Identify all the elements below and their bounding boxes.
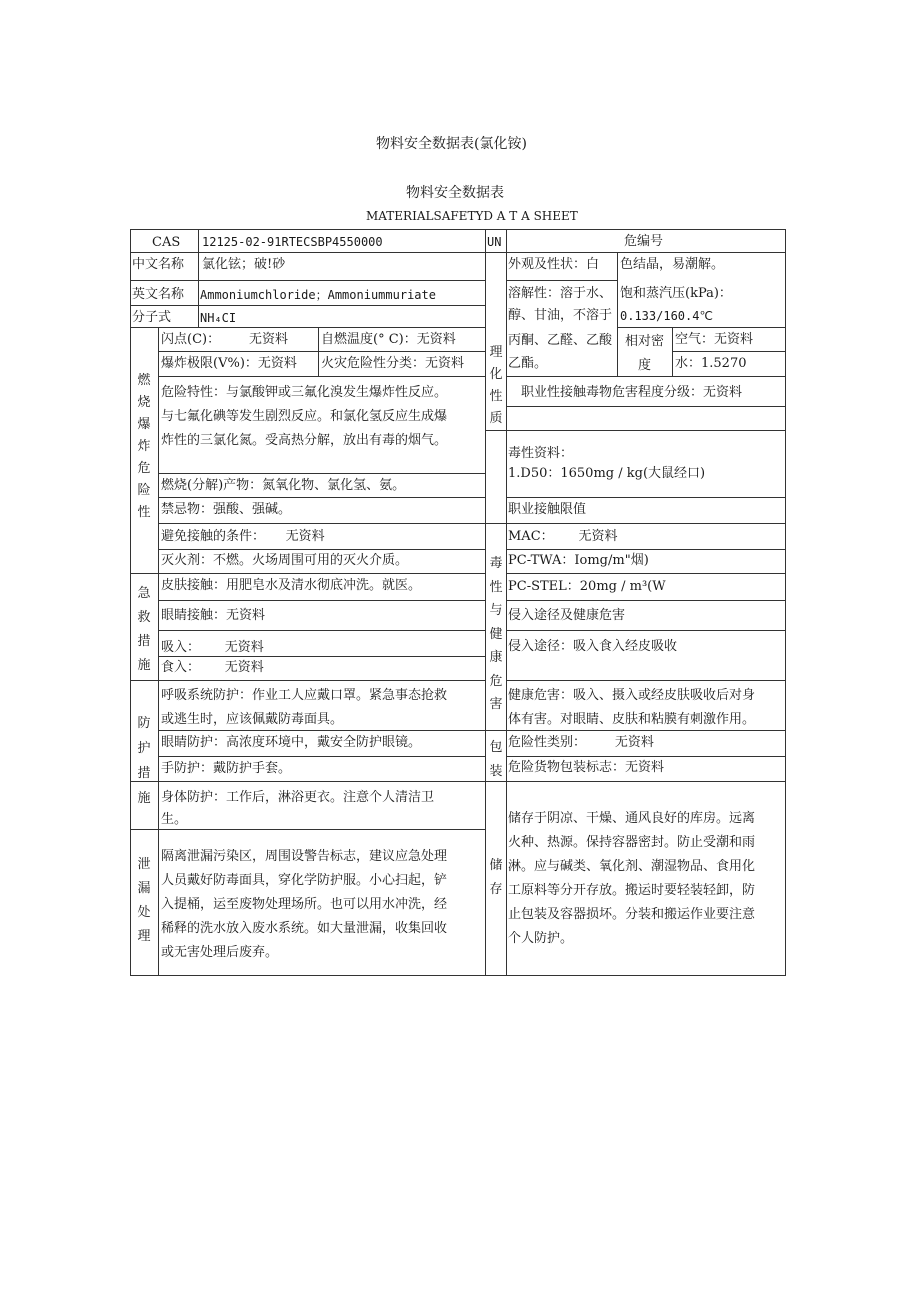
route-health-heading: 侵入途径及健康危害 <box>508 608 626 623</box>
table-title-en: MATERIALSAFETYD A T A SHEET <box>366 209 578 223</box>
eye-contact: 眼睛接触：无资料 <box>161 608 266 623</box>
cn-name-value: 氯化铉；破!砂 <box>202 257 286 272</box>
body-protection-2: 生。 <box>161 812 188 827</box>
divider-v1 <box>198 229 199 327</box>
density-air: 空气：无资料 <box>675 332 754 347</box>
row-line <box>506 376 786 377</box>
toxicity-section-label: 毒性与健康危害 <box>489 556 503 712</box>
forbidden-substances: 禁忌物：强酸、强碱。 <box>161 502 292 517</box>
storage-line-4: 工原料等分开存放。搬运时要轻装轻卸，防 <box>508 883 756 898</box>
cn-name-label: 中文名称 <box>132 257 185 272</box>
ld50: 1.D50：1650mg / kg(大鼠经口) <box>508 466 706 481</box>
vapor-pressure-label: 饱和蒸汽压(kPa)： <box>620 286 732 301</box>
solubility-3: 丙酮、乙醛、乙酸 <box>508 333 613 348</box>
storage-section-label: 储存 <box>489 858 503 897</box>
divider-v-center2 <box>506 229 507 976</box>
row-line <box>130 680 486 681</box>
cas-label: CAS <box>152 235 181 250</box>
row-line <box>158 376 486 377</box>
row-line <box>506 573 786 574</box>
combustion-products: 燃烧(分解)产物：氮氧化物、氯化氢、氨。 <box>161 478 406 493</box>
row-line <box>672 351 786 352</box>
fire-section-label: 燃烧爆炸危险性 <box>137 373 151 520</box>
storage-line-1: 储存于阴凉、干燥、通风良好的库房。远离 <box>508 811 756 826</box>
pc-stel: PC-STEL：20mg / m³(W <box>508 579 666 594</box>
occupational-grade: 职业性接触毒物危害程度分级：无资料 <box>521 385 743 400</box>
border-left <box>130 229 131 976</box>
row-line <box>506 630 786 631</box>
storage-line-6: 个人防护。 <box>508 931 574 946</box>
row-line <box>130 573 486 574</box>
row-line <box>130 829 486 830</box>
row-line <box>617 327 786 328</box>
row-line <box>486 781 786 782</box>
row-line <box>158 549 486 550</box>
un-label: UN <box>487 235 502 249</box>
border-top <box>130 229 786 230</box>
first-aid-section-label: 急救措施 <box>137 586 151 673</box>
avoid-conditions: 避免接触的条件： 无资料 <box>161 529 325 544</box>
divider-v-label-left <box>158 327 159 976</box>
ingestion: 食入： 无资料 <box>161 660 264 675</box>
health-hazard-2: 体有害。对眼睛、皮肤和粘膜有刺激作用。 <box>508 712 756 727</box>
row-line <box>506 600 786 601</box>
solubility-2: 醇、甘油，不溶于 <box>508 308 613 323</box>
skin-contact: 皮肤接触：用肥皂水及清水彻底冲洗。就医。 <box>161 578 422 593</box>
row-line <box>486 730 786 731</box>
row-line <box>158 730 486 731</box>
row-line <box>158 523 486 524</box>
fire-hazard-class: 火灾危险性分类：无资料 <box>321 356 465 371</box>
protection-section-label: 防护措施 <box>137 716 151 806</box>
packaging-mark: 危险货物包装标志：无资料 <box>508 760 665 775</box>
extinguishing-agent: 灭火剂：不燃。火场周围可用的灭火介质。 <box>161 553 409 568</box>
en-name-value: Ammoniumchloride；Ammoniummuriate <box>200 288 436 302</box>
appearance-b: 色结晶，易潮解。 <box>620 257 725 272</box>
leak-line-2: 人员戴好防毒面具，穿化学防护服。小心扫起，铲 <box>161 873 448 888</box>
storage-line-2: 火种、热源。保持容器密封。防止受潮和雨 <box>508 835 756 850</box>
danger-number-label: 危编号 <box>624 234 664 249</box>
formula-value: NH₄CI <box>200 311 237 325</box>
row-line <box>506 549 786 550</box>
row-line <box>486 252 786 253</box>
row-line <box>158 756 486 757</box>
storage-line-3: 淋。应与碱类、氧化剂、潮湿物品、食用化 <box>508 859 756 874</box>
vapor-pressure-value: 0.133/160.4℃ <box>620 309 713 323</box>
row-line <box>158 497 486 498</box>
row-line <box>158 600 486 601</box>
row-line <box>486 523 786 524</box>
row-line <box>130 252 486 253</box>
document-title: 物料安全数据表(氯化铵) <box>376 136 527 152</box>
leak-section-label: 泄漏处理 <box>137 857 151 944</box>
body-protection-1: 身体防护：工作后，淋浴更衣。注意个人清洁卫 <box>161 790 435 805</box>
row-line <box>506 756 786 757</box>
exposure-route: 侵入途径：吸入食入经皮吸收 <box>508 639 678 654</box>
pc-twa: PC-TWA：Iomg/m"烟) <box>508 553 649 568</box>
formula-label: 分子式 <box>132 310 172 325</box>
explosion-limit: 爆炸极限(V%)：无资料 <box>161 356 297 371</box>
divider-v-physchem <box>617 253 618 377</box>
table-title: 物料安全数据表 <box>406 185 504 201</box>
divider-v-center <box>485 229 486 976</box>
cas-value: 12125-02-91RTECSBP4550000 <box>202 235 383 249</box>
hazard-line-2: 与七氟化碘等发生剧烈反应。和氯化氢反应生成爆 <box>161 409 448 424</box>
row-line <box>506 497 786 498</box>
exposure-limit: 职业接触限值 <box>508 502 587 517</box>
respiratory-2: 或逃生时，应该佩戴防毒面具。 <box>161 712 344 727</box>
eye-protection: 眼睛防护：高浓度环境中，戴安全防护眼镜。 <box>161 735 422 750</box>
density-label-1: 相对密 <box>625 334 665 349</box>
row-line <box>158 656 486 657</box>
appearance-a: 外观及性状：白 <box>508 257 600 272</box>
divider-v-density <box>672 327 673 377</box>
row-line <box>506 280 618 281</box>
en-name-label: 英文名称 <box>132 287 185 302</box>
health-hazard-1: 健康危害：吸入、摄入或经皮肤吸收后对身 <box>508 688 756 703</box>
respiratory-1: 呼吸系统防护：作业工人应戴口罩。紧急事态抢救 <box>161 688 448 703</box>
row-line <box>158 351 486 352</box>
row-line <box>130 327 486 328</box>
flash-point: 闪点(C)： 无资料 <box>161 332 289 347</box>
hand-protection: 手防护：戴防护手套。 <box>161 761 292 776</box>
density-label-2: 度 <box>638 358 652 373</box>
row-line <box>130 781 486 782</box>
hazard-category: 危险性类别： 无资料 <box>508 735 654 750</box>
storage-line-5: 止包装及容器损坏。分装和搬运作业要注意 <box>508 907 756 922</box>
leak-line-4: 稀释的洗水放入废水系统。如大量泄漏，收集回收 <box>161 921 448 936</box>
row-line <box>130 280 486 281</box>
hazard-line-3: 炸性的三氯化氮。受高热分解，放出有毒的烟气。 <box>161 433 448 448</box>
row-line <box>506 680 786 681</box>
row-line <box>506 406 786 407</box>
hazard-line-1: 危险特性：与氯酸钾或三氟化溴发生爆炸性反应。 <box>161 385 448 400</box>
physchem-section-label: 理化性质 <box>489 345 503 426</box>
mac: MAC： 无资料 <box>508 529 618 544</box>
solubility-4: 乙酯。 <box>508 356 548 371</box>
row-line <box>130 305 486 306</box>
leak-line-5: 或无害处理后废弃。 <box>161 945 279 960</box>
toxicity-label: 毒性资料： <box>508 446 574 461</box>
inhalation: 吸入： 无资料 <box>161 640 264 655</box>
row-line <box>158 630 486 631</box>
packaging-section-label: 包装 <box>489 740 503 779</box>
border-bottom <box>130 975 786 976</box>
autoignition: 自燃温度(° C)：无资料 <box>321 332 456 347</box>
leak-line-1: 隔离泄漏污染区，周围设警告标志，建议应急处理 <box>161 849 448 864</box>
row-line <box>158 473 486 474</box>
density-water: 水：1.5270 <box>675 356 747 371</box>
border-right <box>785 229 786 976</box>
row-line <box>486 430 786 431</box>
solubility-1: 溶解性：溶于水、 <box>508 286 613 301</box>
leak-line-3: 入提桶，运至废物处理场所。也可以用水冲洗，经 <box>161 897 448 912</box>
